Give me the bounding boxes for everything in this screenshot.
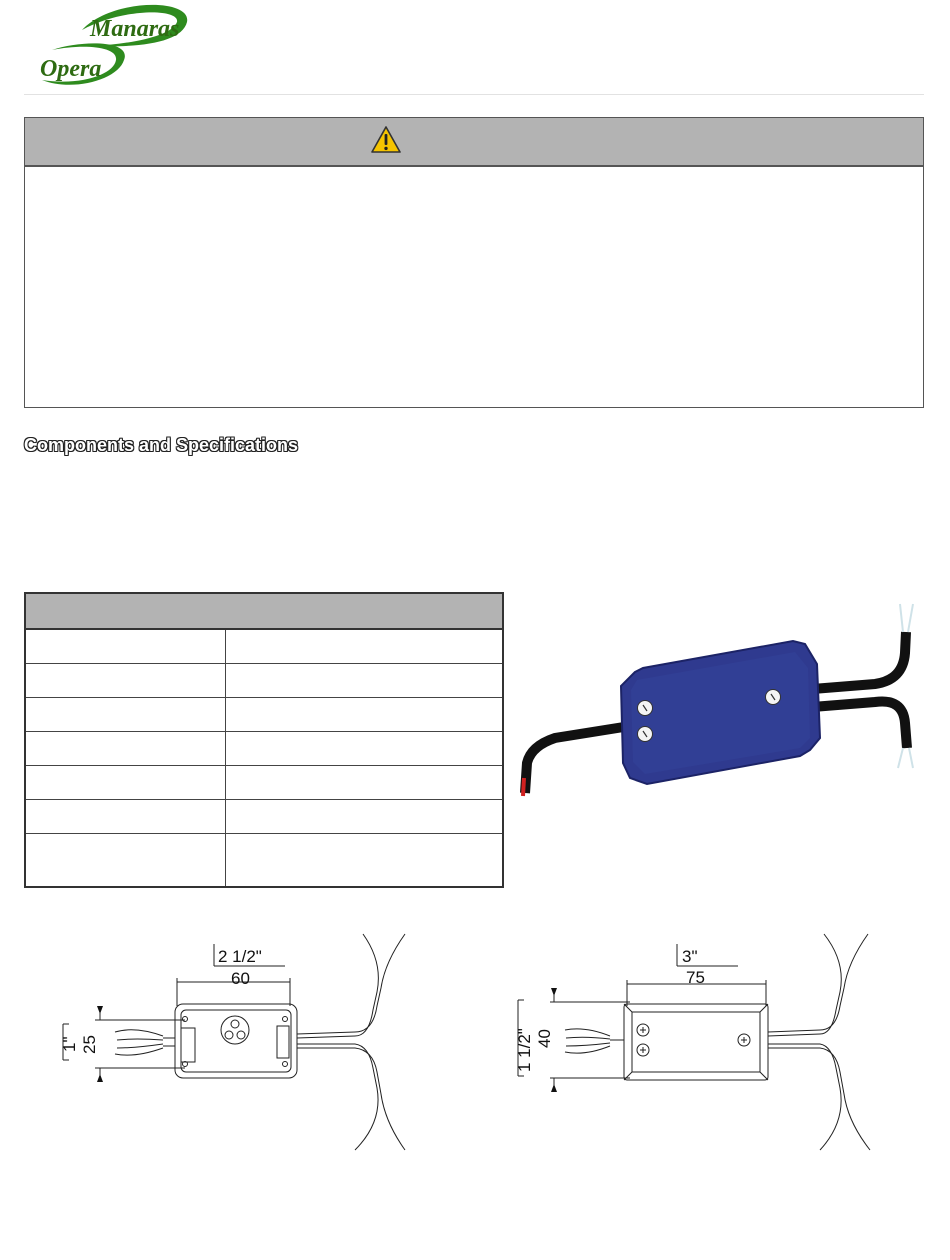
spec-value	[226, 800, 504, 834]
specifications-table	[24, 592, 504, 888]
spec-label	[25, 834, 226, 888]
manaras-opera-logo	[22, 0, 202, 94]
spec-value	[226, 834, 504, 888]
dim-top-height-mm: 40	[535, 1029, 554, 1048]
table-row	[25, 664, 503, 698]
spec-value	[226, 698, 504, 732]
spec-value	[226, 766, 504, 800]
logo-text-manaras: Manaras	[90, 16, 180, 42]
warning-header	[25, 118, 923, 167]
dim-side-height-mm: 25	[80, 1035, 99, 1054]
spec-label	[25, 664, 226, 698]
dimension-drawing-top-view	[510, 926, 890, 1156]
spec-label	[25, 732, 226, 766]
dim-side-width-mm: 60	[231, 969, 250, 988]
table-row	[25, 800, 503, 834]
warning-body	[25, 167, 923, 407]
table-header	[25, 593, 503, 629]
transformer-product-photo	[515, 598, 915, 803]
dim-side-width-in: 2 1/2"	[218, 947, 262, 966]
spec-value	[226, 732, 504, 766]
table-row	[25, 732, 503, 766]
table-row	[25, 834, 503, 888]
dim-side-height-in: 1"	[60, 1036, 79, 1052]
header-divider	[24, 94, 924, 95]
spec-label	[25, 629, 226, 664]
dim-top-width-in: 3"	[682, 947, 698, 966]
logo-text-opera: Opera	[40, 56, 102, 82]
warning-triangle-icon	[370, 125, 402, 155]
spec-value	[226, 629, 504, 664]
spec-value	[226, 664, 504, 698]
dim-top-height-in: 1 1/2"	[515, 1028, 534, 1072]
table-row	[25, 766, 503, 800]
warning-box	[24, 117, 924, 408]
table-row	[25, 698, 503, 732]
spec-label	[25, 800, 226, 834]
dimension-drawing-side-view	[55, 926, 425, 1156]
spec-label	[25, 698, 226, 732]
table-row	[25, 629, 503, 664]
dim-top-width-mm: 75	[686, 968, 705, 987]
spec-label	[25, 766, 226, 800]
section-title: Components and Specifications	[24, 435, 299, 455]
